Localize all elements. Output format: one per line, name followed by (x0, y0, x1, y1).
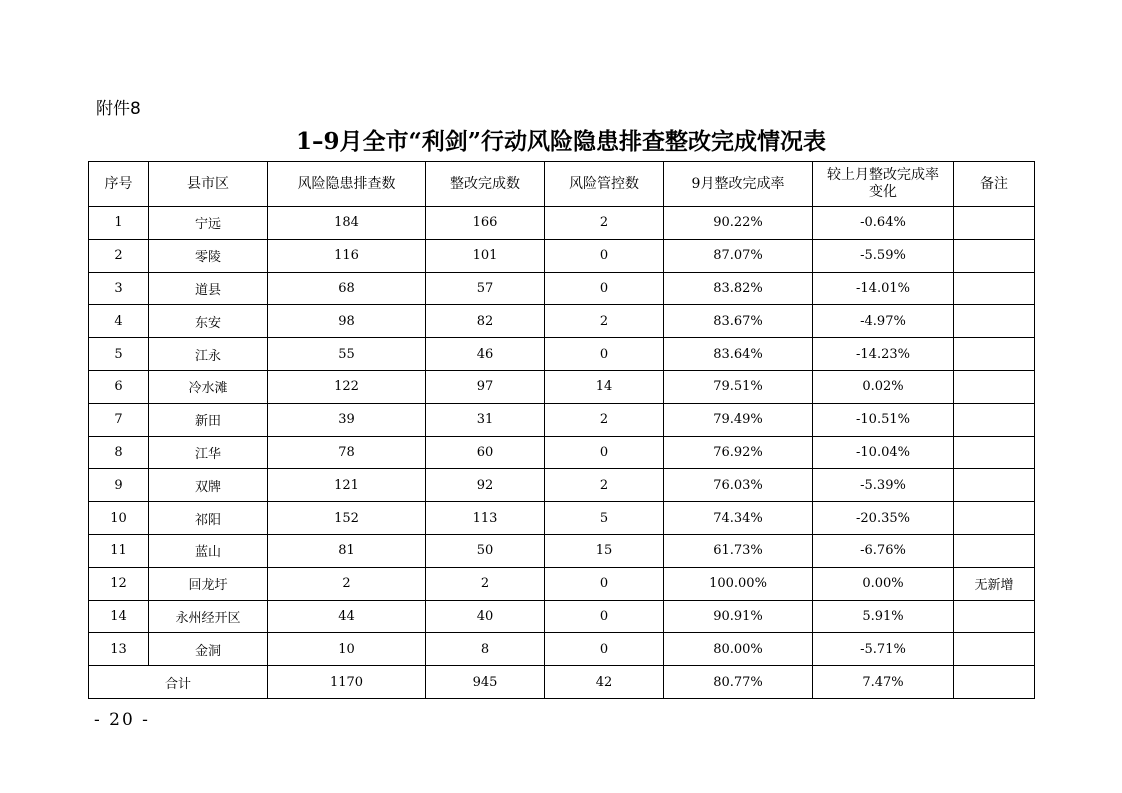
attachment-label: 附件8 (96, 99, 141, 119)
cell-rate: 90.22% (664, 207, 813, 240)
cell-controlled: 15 (545, 534, 664, 567)
cell-no: 1 (89, 207, 149, 240)
column-header-checked: 风险隐患排查数 (268, 162, 426, 207)
cell-controlled: 14 (545, 370, 664, 403)
total-controlled: 42 (545, 666, 664, 699)
cell-controlled: 2 (545, 469, 664, 502)
total-note (954, 666, 1035, 699)
cell-rate: 83.67% (664, 305, 813, 338)
cell-checked: 68 (268, 272, 426, 305)
total-checked: 1170 (268, 666, 426, 699)
cell-checked: 121 (268, 469, 426, 502)
cell-no: 5 (89, 338, 149, 371)
cell-county: 金洞 (149, 633, 268, 666)
cell-change: -5.71% (813, 633, 954, 666)
cell-checked: 39 (268, 403, 426, 436)
cell-controlled: 2 (545, 207, 664, 240)
table-body (89, 207, 1035, 699)
cell-checked: 98 (268, 305, 426, 338)
cell-change: 0.00% (813, 567, 954, 600)
table-row (89, 239, 1035, 272)
cell-note (954, 600, 1035, 633)
cell-rectified: 166 (426, 207, 545, 240)
cell-checked: 44 (268, 600, 426, 633)
cell-change: 5.91% (813, 600, 954, 633)
table-row (89, 436, 1035, 469)
cell-rectified: 92 (426, 469, 545, 502)
page-number: - 20 - (94, 710, 150, 730)
column-header-no: 序号 (89, 162, 149, 207)
cell-rate: 83.64% (664, 338, 813, 371)
cell-rectified: 2 (426, 567, 545, 600)
cell-controlled: 2 (545, 305, 664, 338)
table-row (89, 305, 1035, 338)
table-row (89, 534, 1035, 567)
cell-county: 祁阳 (149, 502, 268, 535)
cell-rate: 100.00% (664, 567, 813, 600)
cell-rectified: 97 (426, 370, 545, 403)
table-row (89, 338, 1035, 371)
cell-controlled: 2 (545, 403, 664, 436)
cell-rectified: 46 (426, 338, 545, 371)
cell-note (954, 534, 1035, 567)
cell-change: -6.76% (813, 534, 954, 567)
cell-change: -4.97% (813, 305, 954, 338)
total-rectified: 945 (426, 666, 545, 699)
rectification-table (88, 161, 1035, 699)
cell-checked: 10 (268, 633, 426, 666)
cell-change: -20.35% (813, 502, 954, 535)
cell-county: 双牌 (149, 469, 268, 502)
cell-controlled: 0 (545, 567, 664, 600)
table-row (89, 567, 1035, 600)
document-title: 1–9月全市“利剑”行动风险隐患排查整改完成情况表 (296, 128, 826, 155)
cell-county: 江华 (149, 436, 268, 469)
cell-rectified: 50 (426, 534, 545, 567)
column-header-note: 备注 (954, 162, 1035, 207)
cell-note (954, 207, 1035, 240)
table-total-row (89, 666, 1035, 699)
cell-change: -10.04% (813, 436, 954, 469)
cell-rectified: 60 (426, 436, 545, 469)
cell-rate: 80.00% (664, 633, 813, 666)
cell-rectified: 57 (426, 272, 545, 305)
column-header-rectified: 整改完成数 (426, 162, 545, 207)
cell-note (954, 633, 1035, 666)
cell-change: 0.02% (813, 370, 954, 403)
cell-note (954, 502, 1035, 535)
cell-county: 回龙圩 (149, 567, 268, 600)
cell-note (954, 272, 1035, 305)
cell-rate: 90.91% (664, 600, 813, 633)
cell-no: 6 (89, 370, 149, 403)
cell-note (954, 239, 1035, 272)
cell-no: 9 (89, 469, 149, 502)
cell-rectified: 82 (426, 305, 545, 338)
cell-note (954, 436, 1035, 469)
total-change: 7.47% (813, 666, 954, 699)
cell-checked: 184 (268, 207, 426, 240)
column-header-change-text: 较上月整改完成率变化 (827, 167, 939, 200)
cell-change: -5.39% (813, 469, 954, 502)
cell-change: -5.59% (813, 239, 954, 272)
cell-rectified: 8 (426, 633, 545, 666)
cell-checked: 55 (268, 338, 426, 371)
cell-change: -0.64% (813, 207, 954, 240)
cell-rate: 87.07% (664, 239, 813, 272)
cell-rate: 76.03% (664, 469, 813, 502)
table-row (89, 370, 1035, 403)
cell-checked: 152 (268, 502, 426, 535)
cell-county: 蓝山 (149, 534, 268, 567)
cell-no: 11 (89, 534, 149, 567)
cell-note (954, 469, 1035, 502)
cell-county: 宁远 (149, 207, 268, 240)
cell-controlled: 0 (545, 436, 664, 469)
cell-no: 2 (89, 239, 149, 272)
column-header-change (813, 162, 954, 207)
cell-county: 道县 (149, 272, 268, 305)
cell-change: -14.01% (813, 272, 954, 305)
cell-change: -14.23% (813, 338, 954, 371)
cell-checked: 122 (268, 370, 426, 403)
cell-note (954, 370, 1035, 403)
cell-no: 12 (89, 567, 149, 600)
cell-controlled: 0 (545, 600, 664, 633)
cell-rate: 74.34% (664, 502, 813, 535)
cell-controlled: 0 (545, 239, 664, 272)
table-row (89, 600, 1035, 633)
cell-rectified: 40 (426, 600, 545, 633)
cell-rate: 61.73% (664, 534, 813, 567)
cell-note (954, 403, 1035, 436)
column-header-controlled: 风险管控数 (545, 162, 664, 207)
cell-note (954, 338, 1035, 371)
cell-checked: 81 (268, 534, 426, 567)
table-row (89, 502, 1035, 535)
cell-county: 江永 (149, 338, 268, 371)
cell-checked: 78 (268, 436, 426, 469)
cell-no: 14 (89, 600, 149, 633)
cell-no: 7 (89, 403, 149, 436)
cell-controlled: 0 (545, 338, 664, 371)
cell-rectified: 113 (426, 502, 545, 535)
total-label: 合计 (89, 666, 268, 699)
cell-no: 4 (89, 305, 149, 338)
cell-rate: 79.49% (664, 403, 813, 436)
cell-note (954, 305, 1035, 338)
cell-rate: 83.82% (664, 272, 813, 305)
cell-no: 8 (89, 436, 149, 469)
table-row (89, 633, 1035, 666)
table-row (89, 469, 1035, 502)
column-header-rate: 9月整改完成率 (664, 162, 813, 207)
cell-rate: 79.51% (664, 370, 813, 403)
cell-controlled: 0 (545, 272, 664, 305)
table-row (89, 272, 1035, 305)
cell-county: 东安 (149, 305, 268, 338)
column-header-county: 县市区 (149, 162, 268, 207)
cell-checked: 116 (268, 239, 426, 272)
cell-county: 永州经开区 (149, 600, 268, 633)
cell-rectified: 101 (426, 239, 545, 272)
cell-change: -10.51% (813, 403, 954, 436)
cell-no: 3 (89, 272, 149, 305)
cell-county: 冷水滩 (149, 370, 268, 403)
table-row (89, 207, 1035, 240)
cell-county: 新田 (149, 403, 268, 436)
table-row (89, 403, 1035, 436)
cell-note: 无新增 (954, 567, 1035, 600)
cell-no: 10 (89, 502, 149, 535)
cell-rectified: 31 (426, 403, 545, 436)
cell-rate: 76.92% (664, 436, 813, 469)
total-rate: 80.77% (664, 666, 813, 699)
cell-controlled: 5 (545, 502, 664, 535)
cell-no: 13 (89, 633, 149, 666)
cell-controlled: 0 (545, 633, 664, 666)
cell-county: 零陵 (149, 239, 268, 272)
table-header-row (89, 162, 1035, 207)
cell-checked: 2 (268, 567, 426, 600)
